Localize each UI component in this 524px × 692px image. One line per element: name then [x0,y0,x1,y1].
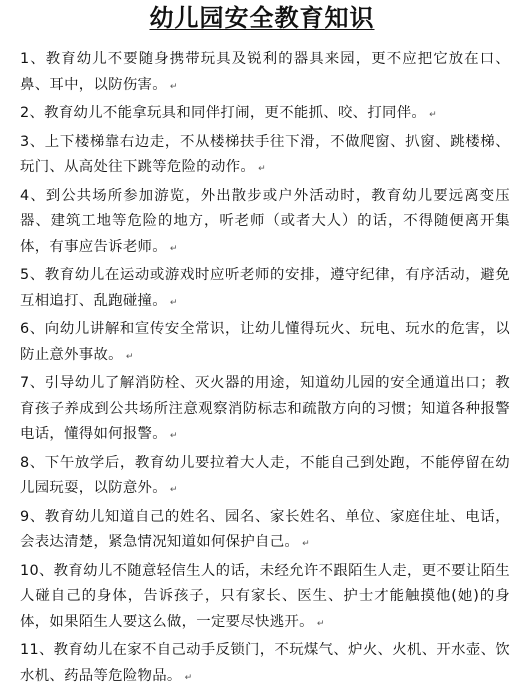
safety-tips-list [20,47,510,692]
paragraph-mark-icon: ↵ [169,431,178,441]
list-item [20,47,510,100]
paragraph-mark-icon: ↵ [302,539,310,549]
list-item-text: 8、下午放学后，教育幼儿要拉着大人走，不能自己到处跑，不能停留在幼儿园玩耍，以防意外。 [20,454,510,496]
list-item [20,371,510,450]
paragraph-mark-icon: ↵ [169,81,178,92]
list-item-text: 6、向幼儿讲解和宣传安全常识，让幼儿懂得玩火、玩电、玩水的危害，以防止意外事故。 [20,321,510,363]
paragraph-mark-icon: ↵ [169,485,178,495]
paragraph-mark-icon: ↵ [316,618,325,629]
list-item-text: 2、教育幼儿不能拿玩具和同伴打闹，更不能抓、咬、打同伴。 [20,105,427,121]
list-item [20,101,510,129]
document-title-text: 幼儿园安全教育知识 [149,4,375,32]
paragraph-mark-icon: ↵ [169,297,178,308]
list-item [20,505,510,558]
list-item [20,130,510,183]
list-item-text: 5、教育幼儿在运动或游戏时应听老师的安排，遵守纪律，有序活动，避免互相追打、乱跑碰撞。 [20,267,510,309]
list-item-text: 7、引导幼儿了解消防栓、灭火器的用途，知道幼儿园的安全通道出口；教育孩子养成到公共场所注意观察消防标志和疏散方向的习惯；知道各种报警电话，懂得如何报警。 [20,375,510,442]
document-title [0,2,524,34]
list-item-text: 11、教育幼儿在家不自己动手反锁门，不玩煤气、炉火、火机、开水壶、饮水机、药品等危险物品。 [20,642,510,684]
list-item-text: 1、教育幼儿不要随身携带玩具及锐利的器具来园，更不应把它放在口、鼻、耳中，以防伤害。 [20,51,510,93]
paragraph-mark-icon: ↵ [184,672,193,683]
list-item-text: 10、教育幼儿不随意轻信生人的话，未经允许不跟陌生人走，更不要让陌生人碰自己的身体，告诉孩子，只有家长、医生、护士才能触摸他(她)的身体，如果陌生人要这么做，一定要尽快逃开。 [20,562,510,630]
list-item [20,263,510,316]
list-item [20,184,510,263]
paragraph-mark-icon: ↵ [169,243,178,254]
paragraph-mark-icon: ↵ [258,164,266,174]
list-item-text: 4、到公共场所参加游览，外出散步或户外活动时，教育幼儿要远离变压器、建筑工地等危险的地方，听老师（或者大人）的话，不得随便离开集体，有事应告诉老师。 [20,187,510,255]
paragraph-mark-icon: ↵ [429,110,437,120]
list-item [20,451,510,504]
list-item [20,317,510,370]
list-item [20,559,510,638]
list-item-text: 9、教育幼儿知道自己的姓名、园名、家长姓名、单位、家庭住址、电话，会表达清楚，紧急情况知道如何保护自己。 [20,508,510,550]
list-item-text: 3、上下楼梯靠右边走，不从楼梯扶手往下滑，不做爬窗、扒窗、跳楼梯、玩门、从高处往下跳等危险的动作。 [20,133,510,175]
paragraph-mark-icon: ↵ [125,351,134,362]
list-item [20,638,510,691]
